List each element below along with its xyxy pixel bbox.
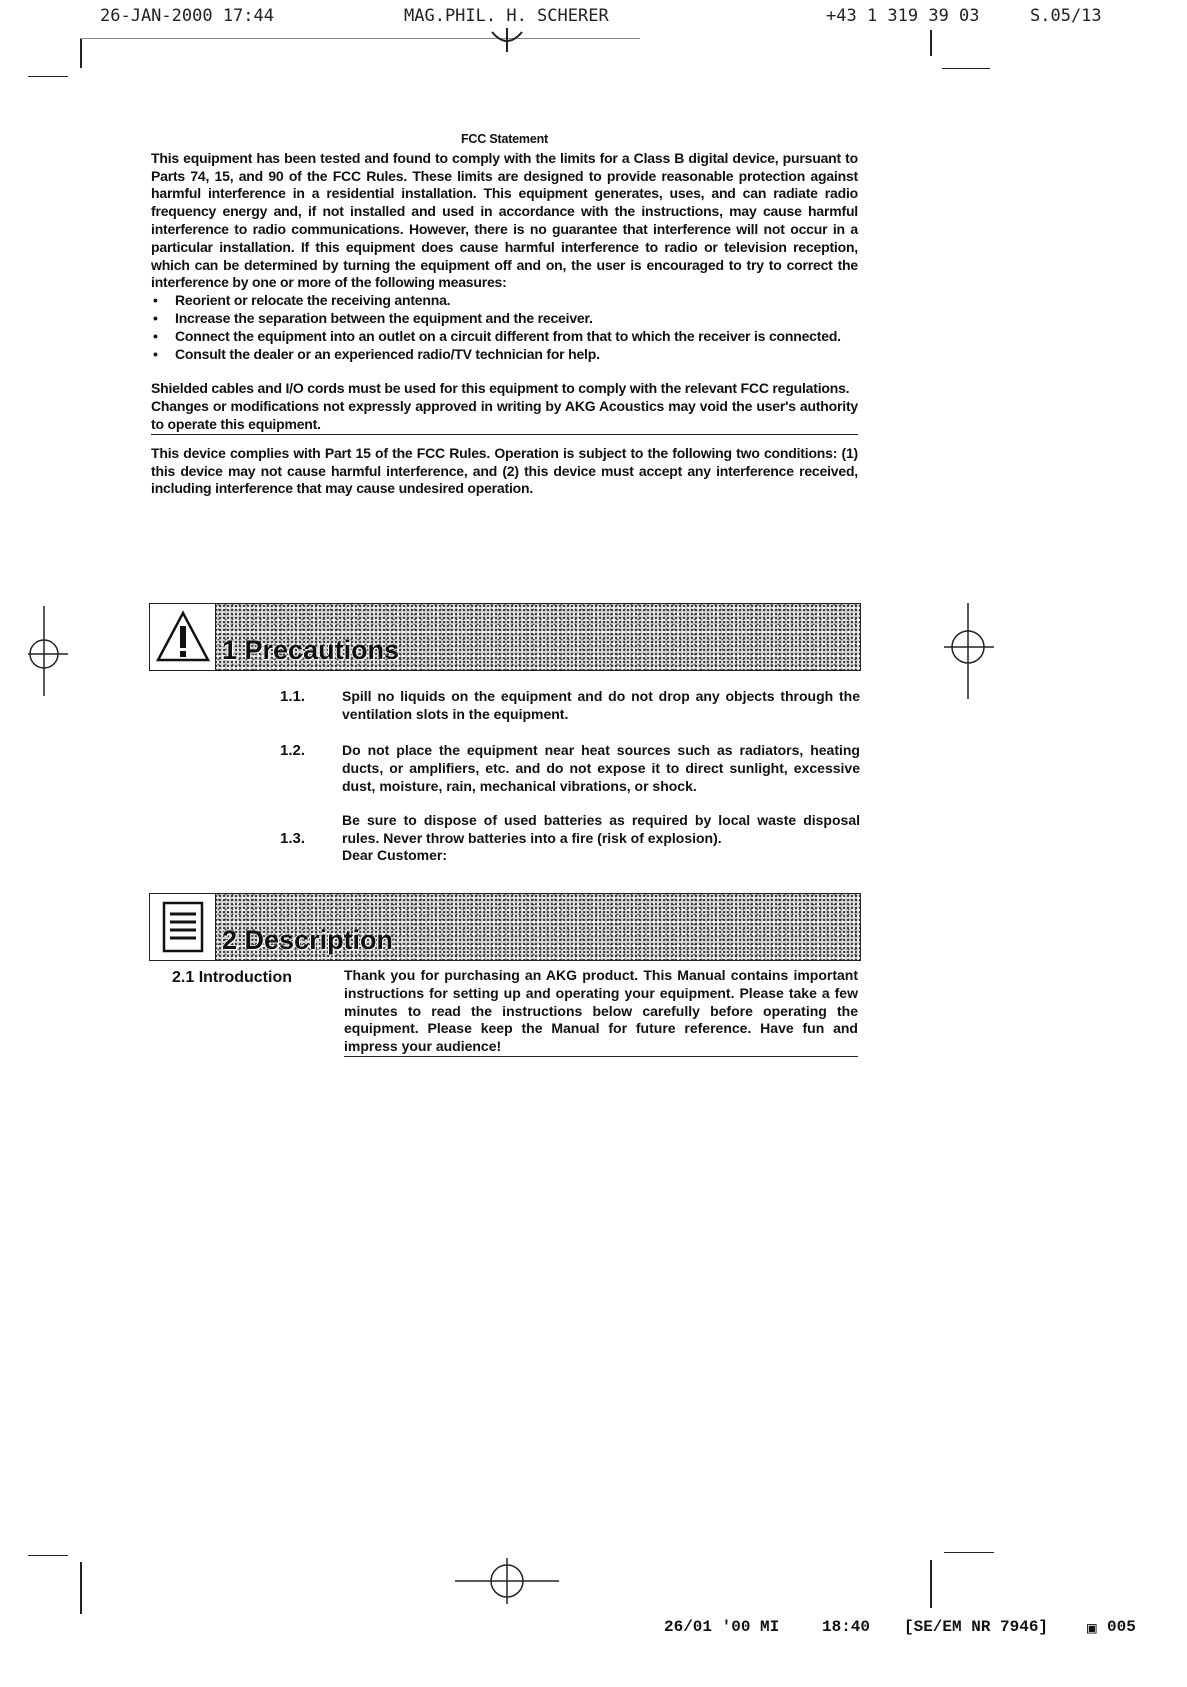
fax-header: [0, 6, 1187, 30]
list-item: • Consult the dealer or an experienced radio/TV technician for help.: [175, 346, 858, 364]
precaution-text: Be sure to dispose of used batteries as required by local waste disposal rules. Never throw batteries into a fire (risk of explosion).: [342, 812, 860, 846]
precaution-number: 1.2.: [280, 742, 306, 759]
fcc-paragraph: This equipment has been tested and found to comply with the limits for a Class B digital device, pursuant to Parts 74, 15, and 90 of the FCC Rules. These limits are designed to provide reasonable protection against harmful interference in a residential installation. This equipment generates, uses, and can radiate radio frequency energy and, if not installed and used in accordance with the instructions, may cause harmful interference to radio communications. However, there is no guarantee that interference will not occur in a particular installation. If this equipment does cause harmful interference to radio or television reception, which can be determined by turning the equipment off and on, the user is encouraged to try to correct the interference by one or more of the following measures:: [151, 149, 858, 291]
description-banner: [149, 893, 861, 961]
list-item: • Reorient or relocate the receiving antenna.: [175, 292, 858, 310]
introduction-heading: 2.1 Introduction: [172, 969, 292, 986]
crop-mark: [942, 68, 990, 69]
fax-footer-page: 005: [1107, 1618, 1136, 1636]
precaution-text: Do not place the equipment near heat sources such as radiators, heating ducts, or amplifiers, etc. and do not expose it to direct sunlight, excessive dust, moisture, rain, mechanical vibrations, or shock.: [342, 742, 860, 794]
precautions-title: 1 Precautions: [222, 635, 400, 665]
crop-mark: [80, 1562, 82, 1614]
registration-crosshair-icon: [455, 1556, 559, 1606]
registration-crosshair-icon: [28, 606, 72, 696]
crop-mark: [80, 38, 82, 68]
fcc-shielded-cables: Shielded cables and I/O cords must be used for this equipment to comply with the relevant FCC regulations.: [151, 380, 850, 397]
fax-footer-ref: [SE/EM NR 7946]: [904, 1618, 1049, 1636]
precautions-banner: [149, 603, 861, 671]
fcc-part15: This device complies with Part 15 of the FCC Rules. Operation is subject to the following two conditions: (1) this device may not cause harmful interference, and (2) this device must accept any interference received, including interference that may cause undesired operation.: [151, 444, 858, 497]
crop-mark: [28, 1555, 68, 1556]
document-box: [150, 894, 216, 960]
description-title: 2 Description: [222, 925, 394, 955]
crop-mark: [930, 1560, 932, 1608]
registration-mark-icon: [490, 28, 524, 54]
fcc-measures-list: [151, 292, 858, 363]
fax-page-number: S.05/13: [1030, 6, 1102, 26]
fax-footer-date: 26/01 '00 MI: [664, 1618, 780, 1636]
registration-crosshair-icon: [940, 603, 996, 699]
precaution-number: 1.1.: [280, 688, 306, 705]
warning-box: [150, 604, 216, 670]
fax-footer: [0, 1618, 1187, 1642]
crop-mark: [930, 30, 932, 56]
fcc-statement: [151, 131, 858, 498]
introduction-text: Thank you for purchasing an AKG product. This Manual contains important instructions for setting up and operating your equipment. Please take a few minutes to read the instructions below carefully before operating the equipment. Please keep the Manual for future reference. Have fun and impress your audience!: [344, 967, 858, 1057]
document-icon: [156, 900, 210, 954]
fcc-title: FCC Statement: [461, 132, 548, 146]
fax-footer-page-icon: ▣: [1087, 1620, 1097, 1638]
precaution-number: 1.3.: [280, 830, 306, 847]
fcc-changes: Changes or modifications not expressly approved in writing by AKG Acoustics may void the user's authority to operate this equipment.: [151, 398, 858, 435]
fax-footer-time: 18:40: [822, 1618, 871, 1636]
dear-customer: Dear Customer:: [342, 847, 448, 863]
fax-sender: MAG.PHIL. H. SCHERER: [404, 6, 609, 26]
list-item: • Increase the separation between the equipment and the receiver.: [175, 310, 858, 328]
precaution-text: Spill no liquids on the equipment and do not drop any objects through the ventilation slots in the equipment.: [342, 688, 860, 722]
crop-mark: [944, 1552, 994, 1553]
warning-triangle-icon: [156, 610, 210, 664]
fax-phone: +43 1 319 39 03: [826, 6, 980, 26]
list-item: • Connect the equipment into an outlet on a circuit different from that to which the receiver is connected.: [175, 328, 858, 346]
scan-line: [80, 38, 640, 39]
crop-mark: [28, 76, 68, 77]
fax-date-time: 26-JAN-2000 17:44: [100, 6, 274, 26]
